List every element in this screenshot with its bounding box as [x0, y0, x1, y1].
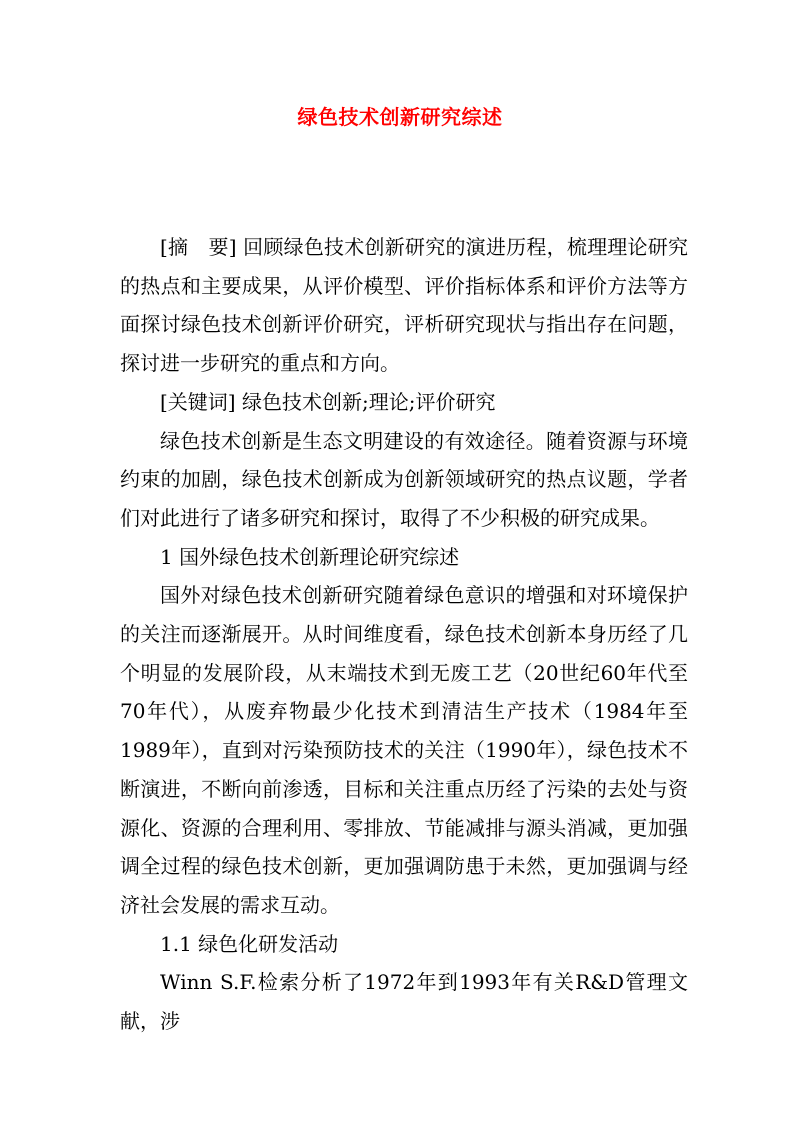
document-body [120, 228, 688, 1041]
abstract-paragraph: [摘 要] 回顾绿色技术创新研究的演进历程，梳理理论研究的热点和主要成果，从评价模型、评价指标体系和评价方法等方面探讨绿色技术创新评价研究，评析研究现状与指出存在问题，探讨进一步研究的重点和方向。 [120, 235, 688, 376]
section-1-1-heading: 1.1 绿色化研发活动 [160, 931, 339, 956]
section-1-1-paragraph: Winn S.F.检索分析了1972年到1993年有关R&D管理文献，涉 [120, 970, 688, 1034]
intro-paragraph: 绿色技术创新是生态文明建设的有效途径。随着资源与环境约束的加剧，绿色技术创新成为创新领域研究的热点议题，学者们对此进行了诸多研究和探讨，取得了不少积极的研究成果。 [120, 428, 688, 530]
keywords-paragraph: [关键词] 绿色技术创新;理论;评价研究 [160, 389, 496, 414]
section-1-heading: 1 国外绿色技术创新理论研究综述 [160, 544, 460, 569]
section-1-paragraph: 国外对绿色技术创新研究随着绿色意识的增强和对环境保护的关注而逐渐展开。从时间维度看，绿色技术创新本身历经了几个明显的发展阶段，从末端技术到无废工艺（20世纪60年代至70年代），从废弃物最少化技术到清洁生产技术（1984年至1989年），直到对污染预防技术的关注（1990年），绿色技术不断演进，不断向前渗透，目标和关注重点历经了污染的去处与资源化、资源的合理利用、零排放、节能减排与源头消减，更加强调全过程的绿色技术创新，更加强调防患于未然，更加强调与经济社会发展的需求互动。 [120, 583, 688, 917]
document-title: 绿色技术创新研究综述 [297, 105, 503, 129]
